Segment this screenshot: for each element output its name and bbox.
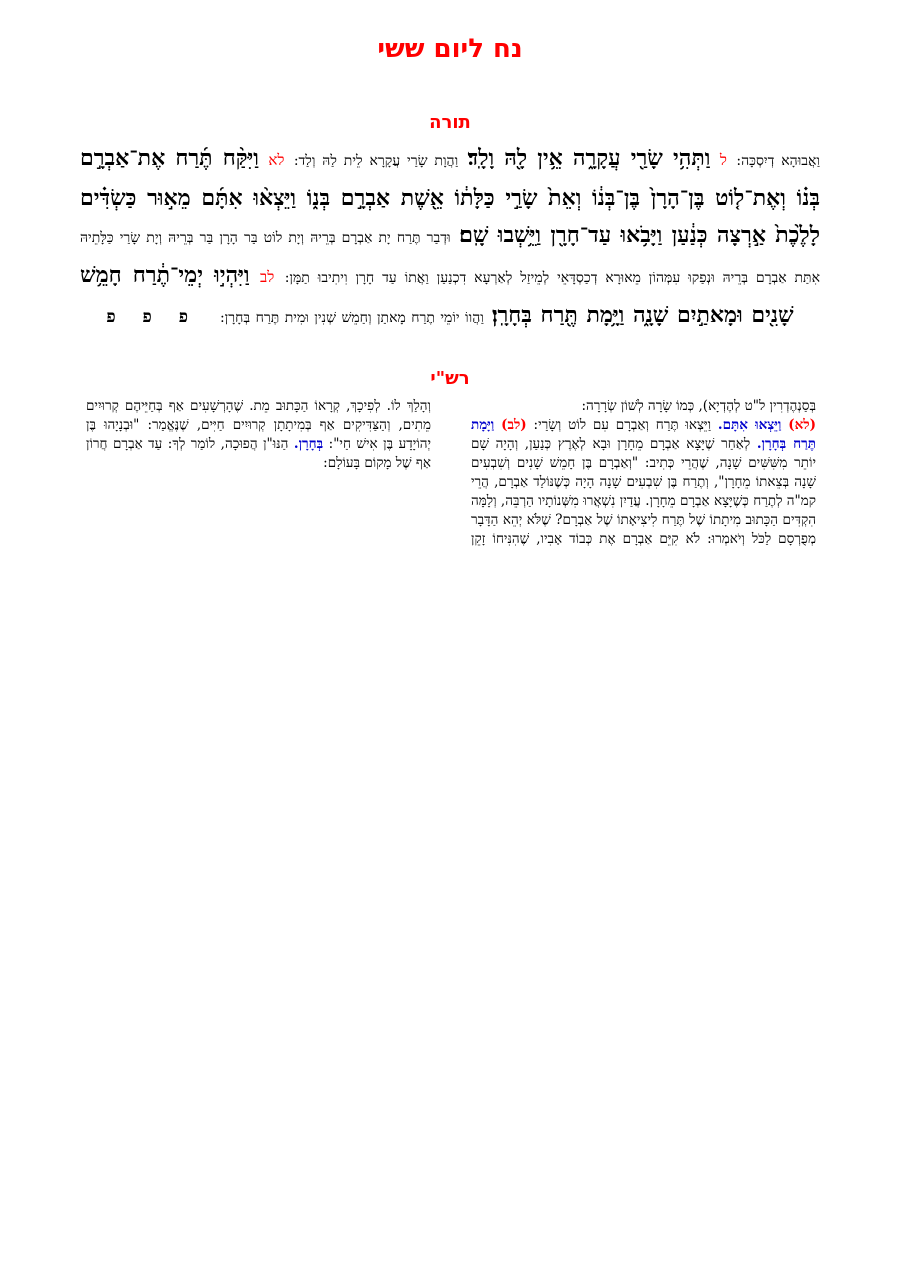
rashi-verse-number: (לא) (788, 417, 816, 433)
rashi-text: הַנּוּ"ן הֲפוּכָה, לוֹמַר לְךָ: עַד אַבְרָם חֲרוֹן אַף שֶׁל מָקוֹם בָּעוֹלָם: (86, 436, 431, 471)
targum-text: וַהֲוָת שָׂרַי עֲקָרָא לֵית לַהּ וְלַד: (293, 153, 459, 169)
targum-text: וַאֲבוּהָא דְיִסְכָּה: (736, 153, 821, 169)
rashi-entry (581, 398, 816, 414)
rashi-dibur-hamatchil: וַיֵּצְאוּ אִתָּם. (717, 417, 782, 433)
targum-text: וַהֲווֹ יוֹמֵי תֶרַח מָאתַן וְחַמֵשׁ שְׁנִין וּמִית תֶּרַח בְּחָרָן: (219, 310, 484, 326)
rashi-entry (527, 417, 816, 433)
rashi-verse-number: (לב) (501, 417, 527, 433)
rashi-commentary (86, 397, 816, 567)
verse-text: וַיִּהְי֣וּ יְמֵי־תֶ֔רַח חָמֵ֥שׁ שָׁנִ֖ים וּמָאתַ֣יִם שָׁנָ֑ה וַיָּ֥מָת תֶּ֖רַח בְּחָרָֽן׃ (80, 262, 794, 328)
rashi-heading: רש"י (430, 368, 470, 389)
torah-heading: תורה (429, 112, 471, 133)
parasha-break-marker: פ פ פ (106, 307, 198, 327)
page-title: נח ליום ששי (377, 34, 523, 64)
rashi-text: בְּסַנְהֶדְרִין ל"ט לְהֶדְיָא), כְּמוֹ שָׂרָה לְשׁוֹן שְׂרָרָה: (581, 398, 816, 414)
torah-text (80, 140, 820, 337)
targum-text: וּדְבַר תֶּרַח יָת אַבְרָם בְּרֵיהּ וְיָת לוֹט בַּר הָרָן בַּר בְּרֵיהּ וְיָת שָׂרַי כַּלָּתֵיהּ אִתַּת אַבְרָם בְּרֵיהּ וּנְפַקוּ עִמְּהוֹן מֵאוּרָא דְכַסְדָּאֵי לְמֵיזַל לְאַרְעָא דִכְנַעַן וַאֲתוֹ עַד חָרָן וִיתִיבוּ תַמָּן: (80, 230, 820, 286)
rashi-dibur-hamatchil: בְּחָרָן. (293, 436, 324, 452)
verse-text: וַתְּהִ֥י שָׂרַ֖י עֲקָרָ֑ה אֵ֥ין לָ֖הּ וָלָֽד׃ (467, 145, 711, 171)
verse-number: לב (260, 268, 275, 286)
rashi-text: וַיֵּצְאוּ תֶּרַח וְאַבְרָם עִם לוֹט וְשָׂרַי: (533, 417, 712, 433)
rashi-dibur-hamatchil: וַיָּמָת תֶּרַח בְּחָרָן. (471, 417, 816, 452)
verse-number: ל (719, 151, 727, 169)
verse-text: וַיִּקַּ֨ח תֶּ֜רַח אֶת־אַבְרָ֣ם בְּנ֗וֹ וְאֶת־ל֤וֹט בֶּן־הָרָן֙ בֶּן־בְּנ֔וֹ וְאֵת֙ שָׂרַ֣י כַּלָּת֔וֹ אֵ֖שֶׁת אַבְרָ֣ם בְּנ֑וֹ וַיֵּצְא֨וּ אִתָּ֜ם מֵא֣וּר כַּשְׂדִּ֗ים לָלֶ֙כֶת֙ אַ֣רְצָה כְּנַ֔עַן וַיָּבֹ֥אוּ עַד־חָרָ֖ן וַיֵּ֥שְׁבוּ שָֽׁם׃ (80, 145, 821, 248)
rashi-text: לְאַחַר שֶׁיָּצָא אַבְרָם מֵחָרָן וּבָא לְאֶרֶץ כְּנַעַן, וְהָיָה שָׁם יוֹתֵר מִשִּׁשִּׁים שָׁנָה, שֶׁהֲרֵי כְּתִיב: "וְאַבְרָם בֶּן חָמֵשׁ שָׁנִים וְשִׁבְעִים שָׁנָה בְּצֵאתוֹ מֵחָרָן", וְתֶרַח בֶּן שִׁבְעִים שָׁנָה הָיָה כְּשֶׁנּוֹלַד אַבְרָם, הֲרֵי קמ"ה לְתֶרַח כְּשֶׁיָּצָא אַבְרָם מֵחָרָן. עֲדַיִן נִשְׁאֲרוּ מִשְּׁנוֹתָיו הַרְבֵּה, וְלָמָּה הִקְדִּים הַכָּתוּב מִיתָתוֹ שֶׁל תֶּרַח לִיצִיאָתוֹ שֶׁל אַבְרָם? שֶׁלֹּא יְהֵא הַדָּבָר מְפֻרְסָם לַכֹּל וְיֹאמְרוּ: לֹא קִיֵּם אַבְרָם אֶת כְּבוֹד אָבִיו, שֶׁהִנִּיחוֹ זָקֵן וְהָלַךְ לוֹ. לְפִיכָךְ, קְרָאוֹ הַכָּתוּב מֵת. שֶׁהָרְשָׁעִים אַף בְּחַיֵּיהֶם קְרוּיִים מֵתִים, וְהַצַּדִּיקִים אַף בְּמִיתָתָן קְרוּיִים חַיִּים, שֶׁנֶּאֱמַר: "וּבְנָיָהוּ בֶּן יְהוֹיָדָע בֶּן אִישׁ חַי": (86, 398, 816, 547)
verse-number: לא (268, 151, 285, 169)
